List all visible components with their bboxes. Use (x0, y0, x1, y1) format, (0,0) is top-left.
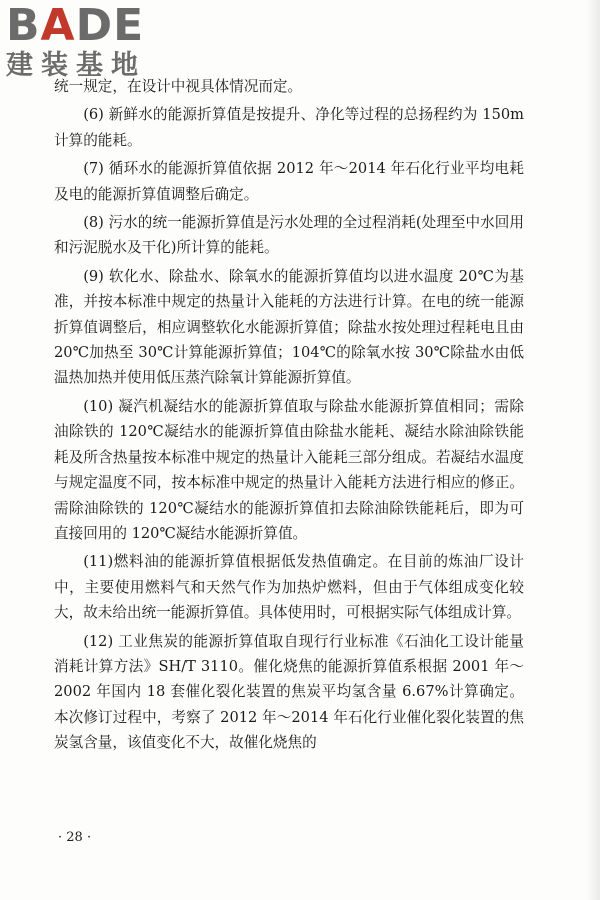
paragraph-item-8: (8) 污水的统一能源折算值是污水处理的全过程消耗(处理至中水回用和污泥脱水及干化)所计算的能耗。 (54, 214, 524, 257)
page-edge-shadow (586, 0, 600, 900)
paragraph-item-12: (12) 工业焦炭的能源折算值取自现行行业标准《石油化工设计能量消耗计算方法》SH/T 3110。催化烧焦的能源折算值系根据 2001 年～2002 年国内 18 套催化裂化装置的焦炭平均氢含量 6.67%计算确定。本次修订过程中，考察了 2012 年～2014 年石化行业催化裂化装置的焦炭氢含量，该值变化不大，故催化烧焦的 (54, 632, 524, 752)
paragraph-item-6: (6) 新鲜水的能源折算值是按提升、净化等过程的总扬程约为 150m 计算的能耗。 (54, 106, 524, 149)
page-number: · 28 · (58, 830, 92, 845)
paragraph-item-7: (7) 循环水的能源折算值依据 2012 年～2014 年石化行业平均电耗及电的能源折算值调整后确定。 (54, 160, 524, 203)
logo-subtitle: 建装基地 (6, 50, 146, 81)
paragraph-item-11: (11)燃料油的能源折算值根据低发热值确定。在目前的炼油厂设计中，主要使用燃料气和天然气作为加热炉燃料，但由于气体组成变化较大，故未给出统一能源折算值。具体使用时，可根据实际气体组成计算。 (54, 553, 524, 622)
logo-wordmark: BADE (6, 0, 145, 51)
paragraph-item-9: (9) 软化水、除盐水、除氧水的能源折算值均以进水温度 20℃为基准，并按本标准中规定的热量计入能耗的方法进行计算。在电的统一能源折算值调整后，相应调整软化水能源折算值；除盐水按处理过程耗电且由 20℃加热至 30℃计算能源折算值；104℃的除氧水按 30℃除盐水由低温热加热并使用低压蒸汽除氧计算能源折算值。 (54, 267, 524, 387)
watermark-logo (6, 0, 176, 82)
paragraph-continuation: 统一规定，在设计中视具体情况而定。 (54, 78, 303, 95)
paragraph-item-10: (10) 凝汽机凝结水的能源折算值取与除盐水能源折算值相同；需除油除铁的 120℃凝结水的能源折算值由除盐水能耗、凝结水除油除铁能耗及所含热量按本标准中规定的热量计入能耗三部分组成。若凝结水温度与规定温度不同，按本标准中规定的热量计入能耗方法进行相应的修正。需除油除铁的 120℃凝结水的能源折算值扣去除油除铁能耗后，即为可直接回用的 120℃凝结水能源折算值。 (54, 397, 524, 542)
document-body (54, 74, 524, 759)
